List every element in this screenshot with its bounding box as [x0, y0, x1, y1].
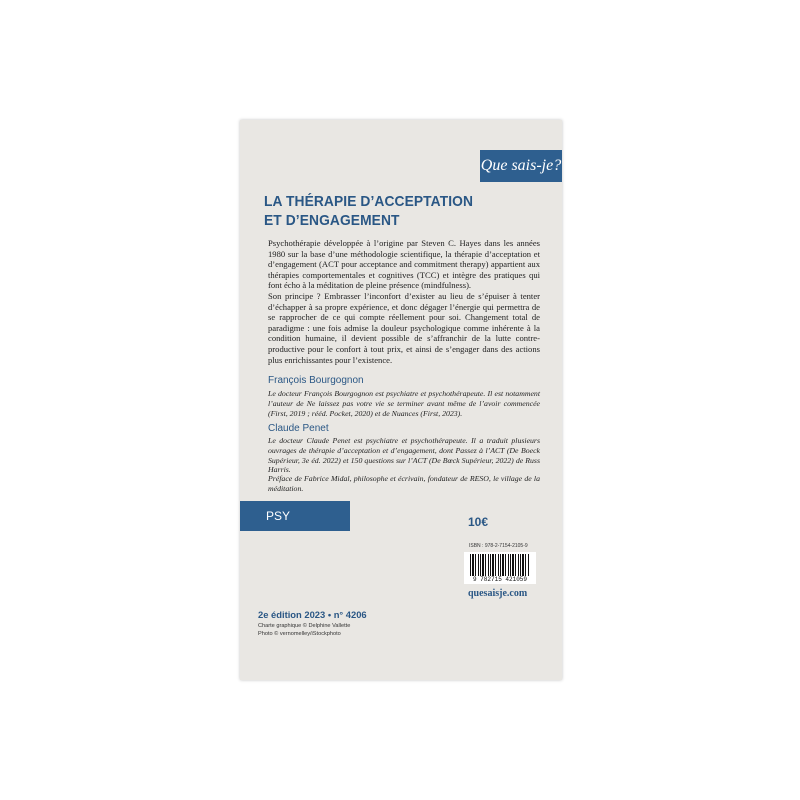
author-bio: Le docteur François Bourgognon est psychiatre et psychothérapeute. Il est notamment l’auteur de Ne laissez pas votre vie se terminer avant même de l’avoir commencée (First, 2019 ; rééd. Pocket, 2020) et de Nuances (First, 2023). [268, 389, 540, 418]
website: quesaisje.com [468, 588, 528, 599]
credit-line: Charte graphique © Delphine Vallette [258, 623, 351, 629]
barcode [464, 552, 536, 584]
edition-info: 2e édition 2023 • n° 4206 [258, 609, 367, 620]
title-line-2: ET D’ENGAGEMENT [264, 212, 400, 229]
description-paragraph-1: Psychothérapie développée à l’origine par Steven C. Hayes dans les années 1980 sur la base d’une méthodologie scientifique, la thérapie d’acceptation et d’engagement (ACT pour acceptance and commitment therapy) appartient aux thérapies comportementales et cognitives (TCC) et intègre des pratiques qui font écho à la méditation de pleine présence (mindfulness). [268, 238, 540, 291]
description [268, 238, 540, 365]
book-title [264, 192, 512, 230]
credit-line: Photo © vernomelley/iStockphoto [258, 631, 341, 637]
price: 10€ [468, 515, 489, 529]
series-badge: Que sais-je? [480, 150, 562, 182]
author-name: Claude Penet [268, 423, 329, 434]
category-band: PSY [240, 501, 350, 531]
isbn: ISBN : 978-2-7154-2105-9 [469, 543, 528, 549]
description-paragraph-2: Son principe ? Embrasser l’inconfort d’exister au lieu de s’épuiser à tenter d’échapper à sa propre expérience, et donc dégager l’énergie qui permettra de se rapprocher de ce qui compte réellement pour soi. Changement total de paradigme : une fois admise la douleur psychologique comme inhérente à la condition humaine, il devient possible de s’affranchir de la lutte contre-productive pour le confort à tout prix, et ainsi de s’engager dans des actions plus enrichissantes pour l’existence. [268, 290, 540, 365]
barcode-digits: 9 782715 421059 [472, 576, 527, 583]
preface-note: Préface de Fabrice Midal, philosophe et écrivain, fondateur de RESO, le village de la méditation. [268, 474, 540, 493]
barcode-bars [470, 554, 530, 576]
author-name: François Bourgognon [268, 375, 364, 386]
author-bio: Le docteur Claude Penet est psychiatre et psychothérapeute. Il a traduit plusieurs ouvrages de thérapie d’acceptation et d’engagement, dont Passez à l’ACT (De Boeck Supérieur, 3e éd. 2022) et 150 questions sur l’ACT (De Bœck Supérieur, 2022) de Russ Harris. [268, 436, 540, 475]
title-line-1: LA THÉRAPIE D’ACCEPTATION [264, 193, 474, 210]
book-back-cover [240, 120, 562, 680]
